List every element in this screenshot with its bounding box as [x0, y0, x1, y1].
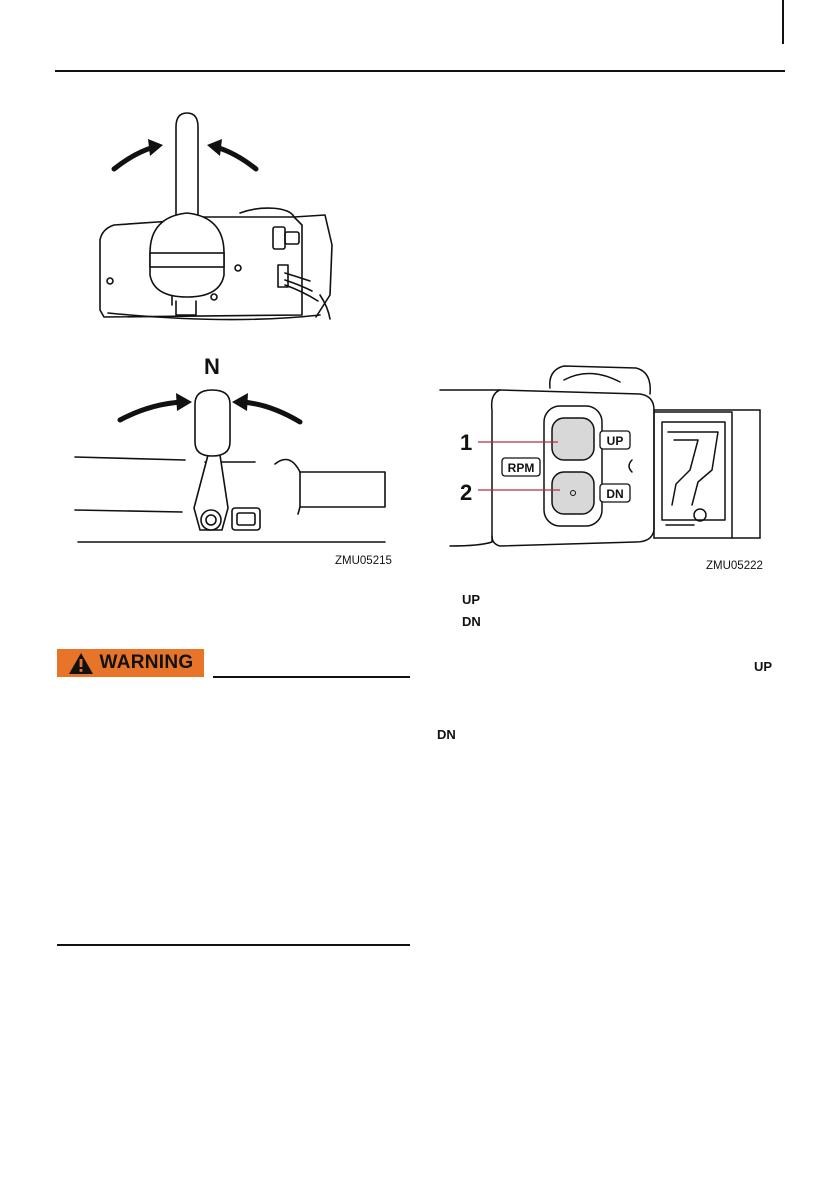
figure-code-right: ZMU05222: [706, 560, 763, 572]
warning-triangle-icon: [68, 652, 94, 675]
remote-control-top-illustration: [70, 352, 400, 572]
trim-switch-illustration: [440, 360, 780, 575]
remote-control-side-illustration: [80, 105, 350, 330]
warning-rule-top: [213, 676, 410, 678]
callout-1: 1: [460, 430, 473, 455]
warning-rule-bottom: [57, 944, 410, 946]
figure-code-left: ZMU05215: [335, 555, 392, 567]
up-button-label: UP: [606, 434, 624, 448]
legend-dn: DN: [462, 614, 481, 629]
legend-up: UP: [462, 592, 481, 607]
warning-badge: [57, 649, 204, 677]
neutral-label: N: [204, 354, 220, 379]
body-dn-ref: DN: [437, 727, 456, 742]
header-rule: [55, 70, 785, 72]
warning-label: WARNING: [99, 652, 194, 673]
rpm-label: RPM: [507, 461, 535, 475]
corner-mark: [782, 0, 784, 44]
body-up-ref: UP: [754, 659, 773, 674]
callout-2: 2: [460, 480, 473, 505]
dn-button-label: DN: [606, 487, 624, 501]
